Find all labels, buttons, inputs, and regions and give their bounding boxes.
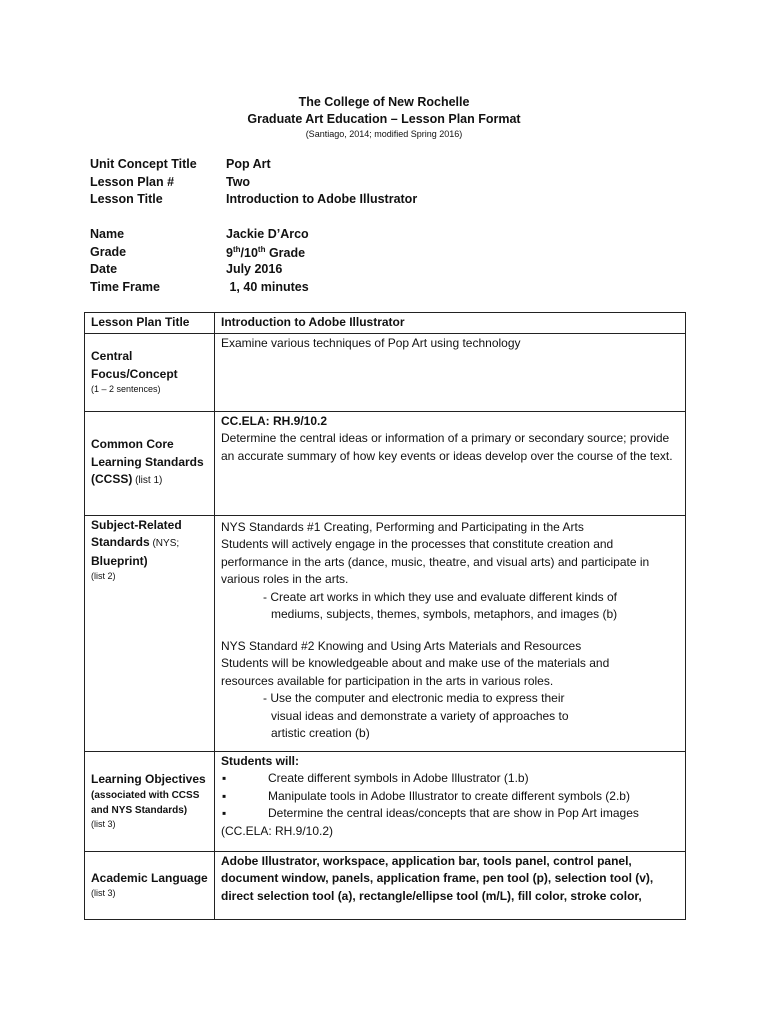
objective-3-cont: (CC.ELA: RH.9/10.2): [221, 823, 334, 838]
ccss-text: Determine the central ideas or information of a primary or secondary source; provide an accurate summary of how key events or ideas develop over the course of the text.: [221, 431, 673, 463]
nys-standard-1-point-a: - Create art works in which they use and evaluate different kinds of: [263, 589, 617, 604]
cell-label-central-focus: [85, 333, 215, 411]
central-focus-label: Central Focus/Concept: [91, 349, 178, 381]
bullet-icon: ▪: [222, 806, 227, 820]
common-core-label-list: (list 1): [132, 475, 163, 487]
nys-standard-2-point-a: - Use the computer and electronic media to express their: [263, 691, 565, 705]
cell-value-central-focus: Examine various techniques of Pop Art using technology: [215, 333, 686, 411]
nys-standard-2-point-c: artistic creation (b): [271, 726, 370, 740]
academic-language-sub: (list 3): [91, 888, 116, 899]
nys-standard-1-line3: various roles in the arts.: [221, 572, 349, 586]
subject-standards-label-blueprint: Blueprint): [91, 553, 148, 568]
name-value: Jackie D’Arco: [226, 227, 309, 241]
table-row-academic-language: [85, 851, 686, 919]
learning-objectives-list: (list 3): [91, 819, 116, 830]
subject-standards-label: Subject-Related Standards: [91, 517, 182, 549]
cell-label-plan-title: Lesson Plan Title: [85, 313, 215, 334]
name-label: Name: [90, 227, 125, 241]
grade-value: [226, 245, 305, 263]
title-value: Introduction to Adobe Illustrator: [226, 192, 418, 206]
cell-label-common-core: [85, 411, 215, 515]
lesson-info-block: [90, 157, 690, 210]
common-core-label: Common Core Learning Standards: [91, 437, 204, 469]
program-title: Graduate Art Education – Lesson Plan Format: [247, 112, 521, 126]
nys-standard-1-line2: performance in the arts (dance, music, theatre, and visual arts) and participate in: [221, 554, 650, 569]
objective-3: Determine the central ideas/concepts that are show in Pop Art images: [268, 806, 639, 820]
objective-2: Manipulate tools in Adobe Illustrator to create different symbols (2.b): [268, 788, 630, 803]
plan-label: Lesson Plan #: [90, 174, 175, 189]
objective-1: Create different symbols in Adobe Illustrator (1.b): [268, 771, 529, 785]
table-row-common-core: [85, 411, 686, 515]
teacher-info-block: [90, 227, 690, 297]
grade-num-10: /10: [240, 245, 258, 260]
table-row-central-focus: [85, 333, 686, 411]
nys-standard-1-point-b: mediums, subjects, themes, symbols, metaphors, and images (b): [271, 607, 618, 621]
info-row-grade: [90, 245, 690, 263]
common-core-label-ccss: (CCSS): [91, 472, 133, 487]
learning-objectives-label: Learning Objectives: [91, 771, 206, 786]
format-citation: (Santiago, 2014; modified Spring 2016): [305, 129, 463, 139]
timeframe-label: Time Frame: [90, 279, 160, 294]
date-value: July 2016: [226, 262, 283, 276]
learning-objectives-sub: (associated with CCSS and NYS Standards): [91, 790, 200, 817]
info-row-timeframe: [90, 280, 690, 298]
grade-num-9: 9: [226, 245, 233, 260]
grade-sup-1: th: [232, 244, 241, 254]
cell-label-academic-language: [85, 851, 215, 919]
list-item: [221, 770, 679, 788]
bullet-icon: ▪: [222, 771, 227, 785]
nys-standard-1-line1: Students will actively engage in the processes that constitute creation and: [221, 537, 614, 551]
central-focus-sub: (1 – 2 sentences): [91, 384, 161, 394]
nys-standard-2-line1: Students will be knowledgeable about and make use of the materials and: [221, 656, 610, 670]
objectives-intro: Students will:: [221, 753, 299, 768]
info-row-name: [90, 227, 690, 245]
nys-standard-2-title: NYS Standard #2 Knowing and Using Arts Materials and Resources: [221, 638, 582, 653]
title-label: Lesson Title: [90, 192, 163, 206]
cell-value-learning-objectives: [215, 751, 686, 851]
cell-label-subject-standards: [85, 515, 215, 751]
info-row-date: [90, 262, 690, 280]
list-item: [221, 788, 679, 806]
nys-standard-2-point-b: visual ideas and demonstrate a variety of approaches to: [271, 708, 569, 723]
cell-value-plan-title: Introduction to Adobe Illustrator: [215, 313, 686, 334]
cell-value-academic-language: Adobe Illustrator, workspace, application bar, tools panel, control panel, document window, panels, application frame, pen tool (p), selection tool (v), direct selection tool (a), rectangle/ellipse tool (m/L), fill color, stroke color,: [215, 851, 686, 919]
table-row-learning-objectives: [85, 751, 686, 851]
unit-value: Pop Art: [226, 157, 271, 171]
ccss-code: CC.ELA: RH.9/10.2: [221, 413, 328, 428]
nys-standard-2-line2: resources available for participation in the arts in various roles.: [221, 673, 554, 688]
grade-sup-2: th: [257, 244, 266, 254]
table-row-subject-standards: [85, 515, 686, 751]
lesson-plan-table: [84, 312, 686, 920]
date-label: Date: [90, 262, 118, 276]
cell-label-learning-objectives: [85, 751, 215, 851]
list-item: [221, 805, 679, 823]
table-row-plan-title: [85, 313, 686, 334]
unit-label: Unit Concept Title: [90, 157, 197, 171]
objectives-list: [221, 770, 679, 823]
grade-label: Grade: [90, 244, 127, 259]
subject-standards-label-nys: (NYS;: [149, 538, 180, 549]
bullet-icon: ▪: [222, 788, 227, 803]
cell-value-subject-standards: [215, 515, 686, 751]
info-row-unit: [90, 157, 690, 175]
college-name: The College of New Rochelle: [298, 95, 470, 109]
info-row-title: [90, 192, 690, 210]
cell-value-common-core: [215, 411, 686, 515]
plan-value: Two: [226, 174, 251, 189]
grade-word: Grade: [265, 245, 306, 260]
subject-standards-sub: (list 2): [91, 571, 116, 581]
nys-standard-1-title: NYS Standards #1 Creating, Performing and Participating in the Arts: [221, 519, 584, 534]
academic-language-label: Academic Language: [91, 870, 208, 885]
timeframe-value: 1, 40 minutes: [226, 279, 309, 294]
info-row-plan: [90, 175, 690, 193]
